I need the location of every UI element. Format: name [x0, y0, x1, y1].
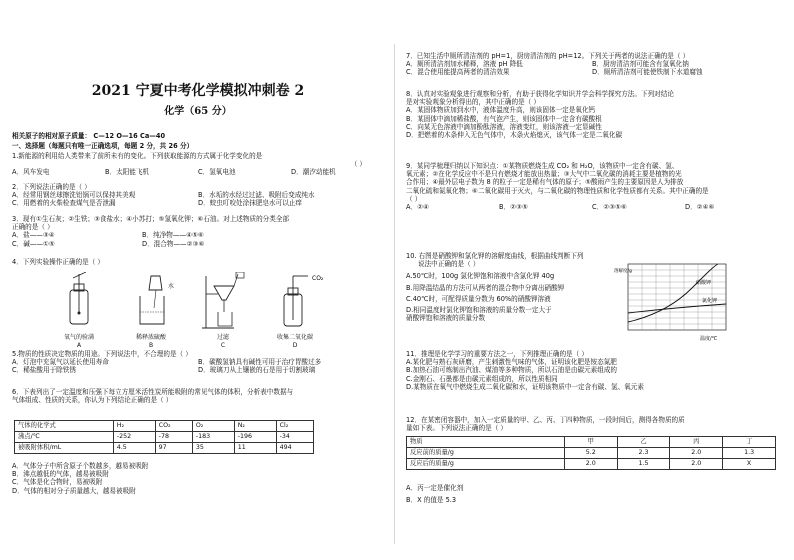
option-c: C．气体是化合物时，易被吸附 [12, 478, 103, 487]
table-cell: -196 [234, 432, 276, 443]
table-cell: 4.5 [113, 443, 155, 454]
question-stem-cont: 说法中正确的是（ ） [418, 260, 480, 269]
question-9 [406, 162, 778, 211]
question-5 [12, 350, 384, 375]
table-cell: 2.0 [670, 459, 723, 470]
fig-label-b: 稀释浓硫酸 [135, 334, 166, 341]
gas-bottle-icon [70, 272, 88, 324]
question-line: 合作用；④最外层电子数为 8 的粒子一定是稀有气体的原子；⑤酸雨产生的主要原因是人为排放 [406, 178, 684, 187]
solubility-chart [614, 260, 732, 344]
option-d: D．厕所清洁剂可能使铁制下水道腐蚀 [592, 68, 703, 77]
question-6 [12, 388, 384, 404]
option-d-cont: 硝酸钾饱和溶液的质量分数 [406, 314, 486, 323]
table-cell: X [723, 459, 776, 470]
fig-label-c: 过滤 [216, 334, 229, 341]
option-grid [12, 358, 384, 374]
option-b: B．纯净物——④⑤⑥ [142, 231, 204, 240]
table-cell: 97 [155, 443, 192, 454]
option-a: A.某化肥与熟石灰研磨，产生刺激性气味的气体，证明该化肥是铵态氮肥 [406, 358, 617, 367]
column-divider [394, 44, 395, 544]
table-cell: 494 [276, 443, 313, 454]
question-1 [12, 152, 384, 177]
question-stem-cont: 正确的是（ ） [12, 223, 54, 232]
table-row [15, 432, 314, 443]
table-cell: 1.3 [723, 448, 776, 459]
table-cell: O₂ [192, 421, 234, 432]
fig-letter-c: C [220, 342, 226, 349]
kno3-curve [628, 264, 718, 322]
question-stem-cont: 量如下表。下列说法正确的是（ ） [406, 424, 508, 433]
table-cell: N₂ [234, 421, 276, 432]
option-grid [12, 191, 384, 207]
option-b: B．厨房清洁剂可能含有氢氧化钠 [592, 60, 689, 69]
option-b: B．X 的值是 5.3 [406, 496, 457, 505]
question-stem: 2．下列说法正确的是（ ） [12, 183, 91, 191]
page-title: 2021 宁夏中考化学模拟冲刺卷 2 [91, 83, 305, 99]
kcl-curve [628, 304, 726, 313]
table-row [407, 448, 776, 459]
question-stem: 6．下表列出了一定温度和压强下每立方厘米活性炭所能吸附的常见气体的体积，分析表中数据与 [12, 388, 294, 396]
table-cell: 2.0 [564, 459, 617, 470]
question-stem: 5.物质的性质决定物质的用途。下列说法中，不合理的是（ ） [12, 350, 192, 358]
table-cell: -183 [192, 432, 234, 443]
option-c: C．向某无色溶液中滴加酚酞溶液，溶液变红，则该溶液一定显碱性 [406, 122, 602, 131]
table-cell: 反应前的质量/g [407, 448, 565, 459]
option-c: C．用燃着的火柴检查煤气是否泄漏 [12, 199, 116, 208]
table-cell: 5.2 [564, 448, 617, 459]
option-row [406, 203, 778, 211]
option-grid [12, 231, 272, 247]
question-stem-cont: 气体组成、性质的关系，你认为下列结论正确的是（ ） [12, 396, 173, 405]
option-d: D．气体的相对分子质量越大，越易被吸附 [12, 486, 136, 495]
table-cell: 35 [192, 443, 234, 454]
table-header-row [15, 421, 314, 432]
co2-tag: CO₂ [312, 275, 324, 282]
question-stem: 7．已知生活中厕所清洁剂的 pH=1，厨房清洁剂的 pH=12。下列关于两者的说法正确的是（ ） [406, 52, 690, 60]
apparatus-figures [56, 272, 336, 334]
option-c: C.金刚石、石墨都是由碳元素组成的，所以性质相同 [406, 374, 558, 383]
table-cell: Cl₂ [276, 421, 313, 432]
chart-grid [628, 264, 726, 330]
table-cell: -78 [155, 432, 192, 443]
table-cell: 沸点/℃ [15, 432, 114, 443]
option-a: A．风车发电 [12, 168, 50, 177]
question-stem: 11．推理是化学学习的重要方法之一，下列推理正确的是（ ） [406, 350, 588, 358]
filter-funnel-icon [202, 272, 244, 328]
question-stem: 1.新能源的利用给人类带来了前所未有的变化。下列获取能源的方式属于化学变化的是 [12, 152, 263, 160]
option-d: D．玻璃刀从上镶嵌的石是用于切割玻璃 [198, 366, 316, 375]
question-11 [406, 350, 778, 391]
answer-paren: （ ） [350, 160, 366, 169]
table-cell: 丙 [670, 437, 723, 448]
table-row [407, 459, 776, 470]
option-b: B．碳酸氢钠具有碱性可用于治疗胃酸过多 [198, 358, 322, 367]
question-stem: 12．在某密闭容器中，加入一定质量的甲、乙、丙、丁四种物质，一段时间后，测得各物质的质 [406, 416, 685, 424]
table-cell: 气体的化学式 [15, 421, 114, 432]
page-subtitle: 化学（65 分） [164, 106, 232, 117]
table-cell: 反应后的质量/g [407, 459, 565, 470]
option-d: D．混合物——②③⑥ [142, 239, 205, 248]
water-tag: 水 [168, 283, 175, 290]
table-cell: -34 [276, 432, 313, 443]
table-cell: CO₂ [155, 421, 192, 432]
fig-letter-d: D [292, 342, 298, 349]
table-cell: 丁 [723, 437, 776, 448]
fig-letter-a: A [76, 342, 82, 349]
question-line: 9．某同学梳理归纳以下知识点：①某物质燃烧生成 CO₂ 和 H₂O，该物质中一定含有碳、氢、 [406, 162, 679, 170]
option-a: A.50℃时，100g 氯化钾饱和溶液中含氯化钾 40g [406, 272, 555, 281]
table-cell: 11 [234, 443, 276, 454]
option-row [12, 168, 384, 176]
fig-label-d: 收集二氧化碳 [276, 334, 313, 341]
option-c: C．稀盐酸用于除铁锈 [12, 366, 76, 375]
gas-adsorption-table [14, 420, 314, 454]
atomic-mass-note: 相关原子的相对原子质量： C—12 O—16 Ca—40 [12, 132, 166, 140]
table-cell: 2.3 [617, 448, 670, 459]
option-c: C.40℃时，可配得质量分数为 60%的硝酸钾溶液 [406, 294, 551, 303]
question-6-options [12, 462, 384, 495]
option-b: B.用降温结晶的方法可从两者的混合物中分离出硝酸钾 [406, 283, 565, 292]
question-2 [12, 183, 384, 208]
left-column [8, 0, 388, 560]
question-7 [406, 52, 778, 77]
option-a: A．某固体物质加到水中，液体温度升高，则该固体一定是氧化钙 [406, 106, 596, 115]
chart-xlabel: 温度/℃ [700, 336, 718, 342]
table-cell: 被吸附体积/mL [15, 443, 114, 454]
beaker-pour-icon [140, 276, 164, 324]
chart-ylabel: 溶解度/g [614, 269, 632, 274]
table-cell: 物质 [407, 437, 565, 448]
question-line: 二氧化硫和氮氧化物；⑥二氧化碳用于灭火，与二氧化碳的物理性质和化学性质都有关系。其中正确的是 [406, 186, 709, 195]
table-cell: H₂ [113, 421, 155, 432]
kcl-label: 氯化钾 [702, 298, 718, 304]
option-b: B．沸点越低的气体，越易被吸附 [12, 470, 109, 479]
option-b: B．某固体中滴加稀盐酸，有气泡产生，则该固体中一定含有碳酸根 [406, 114, 602, 123]
option-c: C．混合使用能提高两者的清洁效果 [406, 68, 510, 77]
option-d: D.某物质在氧气中燃烧生成二氧化碳和水，证明该物质中一定含有碳、氢、氧元素 [406, 382, 644, 391]
option-d: D．蛟虫叮咬处涂抹肥皂水可以止痒 [198, 199, 302, 208]
question-8 [406, 90, 778, 139]
question-stem: 3．现有①生石灰；②生铁；③食盐水；④小苏打；⑤氢氧化钾；⑥石油。对上述物质的分类全部 [12, 215, 290, 223]
right-column [402, 0, 782, 560]
question-12-options [406, 484, 778, 504]
option-a: A．厕所清洁剂加水稀释，溶液 pH 降低 [406, 60, 523, 69]
option-a: A．丙一定是催化剂 [406, 484, 464, 492]
section-heading: 一、选择题（每题只有唯一正确选项，每题 2 分，共 26 分） [12, 142, 194, 150]
option-d: D．潮汐动能机 [291, 168, 336, 177]
option-b: B．水垢的水经过过滤、吸附后变成纯水 [198, 191, 315, 200]
option-b: B.加热石油可炼制出汽油、煤油等多种物质，所以石油是由碳元素组成的 [406, 366, 618, 375]
option-c: C．碱——①⑤ [12, 239, 55, 248]
table-cell: 甲 [564, 437, 617, 448]
fig-letter-b: B [148, 342, 154, 349]
fig-label-a: 氧气的验满 [63, 334, 94, 341]
question-stem: 8．认真对实验观象进行观察和分析，有助于获得化学知识并学会科学探究方法。下列对结论 [406, 90, 674, 98]
option-grid [406, 60, 778, 76]
option-a: A．盐——③④ [12, 231, 55, 240]
option-c: C．氢氧电池 [198, 168, 236, 177]
question-line: 氧元素；②在化学反应中不是只有燃烧才能放出热量；③大气中二氧化碳的消耗主要是植物的光 [406, 170, 682, 179]
table-cell: 乙 [617, 437, 670, 448]
table-row [15, 443, 314, 454]
question-4 [12, 258, 384, 266]
table-header-row [407, 437, 776, 448]
table-cell: 2.0 [670, 448, 723, 459]
option-d: D．把燃着的木条伸入无色气体中，木条火焰熄灭，该气体一定是二氧化碳 [406, 131, 623, 140]
option-b: B．太阳能飞机 [105, 168, 150, 177]
answer-paren: （ ） [406, 194, 422, 203]
question-stem: 10. 右图是硝酸钾和氯化钾的溶解度曲线，根据曲线判断下列 [406, 252, 584, 260]
kno3-label: 硝酸钾 [696, 280, 712, 286]
question-stem-cont: 是对实验观象分析得出的，其中正确的是（ ） [406, 98, 540, 107]
option-d: D．②④⑥ [685, 203, 715, 212]
option-a: A．②④ [406, 203, 429, 212]
option-a: A．灯泡中充氮气以延长使用寿命 [12, 358, 109, 367]
option-a: A．气体分子中所含原子个数越多，越易被吸附 [12, 462, 149, 470]
question-3 [12, 215, 384, 248]
table-cell: -252 [113, 432, 155, 443]
option-a: A．经常用钢丝球擦洗铝锅可以保持其美观 [12, 191, 136, 200]
table-cell: 1.5 [617, 459, 670, 470]
reaction-mass-table [406, 436, 776, 470]
question-stem: 4．下列实验操作正确的是（ ） [12, 258, 105, 266]
option-c: C．②③⑤⑥ [592, 203, 627, 212]
collecting-bottle-icon [284, 276, 308, 326]
question-12 [406, 416, 778, 432]
option-d: D.相同温度时氯化钾饱和溶液的质量分数一定大于 [406, 306, 552, 315]
option-b: B．②③⑤ [499, 203, 528, 212]
